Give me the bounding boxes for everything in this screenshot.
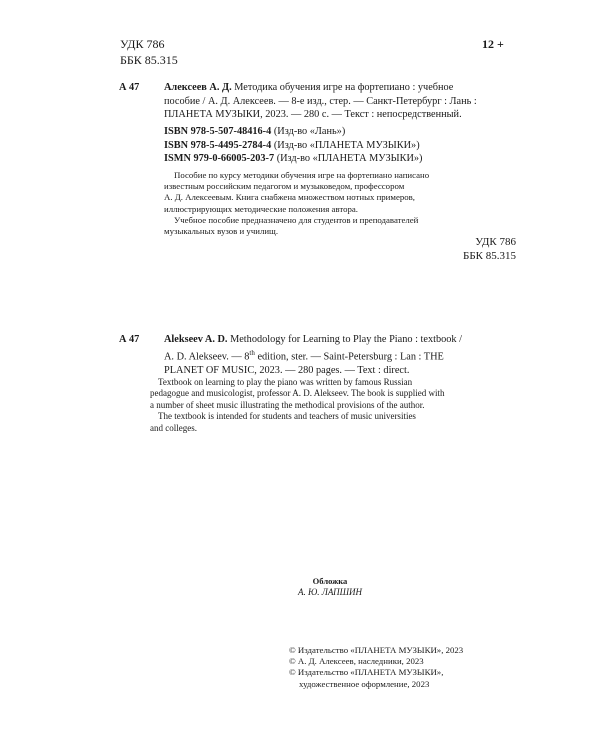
ru-title-line: Методика обучения игре на фортепиано : учебное <box>234 82 454 93</box>
en-entry-description <box>164 333 518 377</box>
ru-abstract-line: Учебное пособие предназначено для студентов и преподавателей <box>174 214 419 225</box>
isbn-publisher: (Изд-во «Лань») <box>273 126 346 137</box>
cover-artist: А. Ю. ЛАПШИН <box>297 587 363 597</box>
identifier-row <box>164 139 422 153</box>
isbn-publisher: (Изд-во «ПЛАНЕТА МУЗЫКИ») <box>273 139 420 151</box>
ismn-publisher: (Изд-во «ПЛАНЕТА МУЗЫКИ») <box>276 153 423 165</box>
identifier-row <box>164 152 422 166</box>
ru-udk: УДК 786 <box>475 236 516 248</box>
copyright-line: © Издательство «ПЛАНЕТА МУЗЫКИ», <box>289 667 444 678</box>
copyright-line: © А. Д. Алексеев, наследники, 2023 <box>289 656 424 667</box>
ru-abstract-line: А. Д. Алексеевым. Книга снабжена множеством нотных примеров, <box>164 192 416 203</box>
header-udk: УДК 786 <box>120 37 165 51</box>
copyright-line: © Издательство «ПЛАНЕТА МУЗЫКИ», 2023 <box>289 645 464 655</box>
header-bbk: ББК 85.315 <box>120 53 178 67</box>
isbn-number: ISBN 978-5-4495-2784-4 <box>164 139 272 151</box>
en-abstract-line: and colleges. <box>150 422 197 433</box>
ru-author: Алексеев А. Д. <box>164 82 232 93</box>
ru-abstract-line: Пособие по курсу методики обучения игре на фортепиано написано <box>174 170 430 180</box>
cover-label: Обложка <box>312 576 348 586</box>
ru-identifiers <box>164 125 422 166</box>
ru-abstract-line: иллюстрирующих методические положения автора. <box>164 203 358 214</box>
en-title-line: A. D. Alekseev. — 8 <box>164 351 250 363</box>
identifier-row <box>164 125 422 139</box>
ismn-number: ISMN 979-0-66005-203-7 <box>164 153 275 165</box>
ru-abstract-line: известным российским педагогом и музыковедом, профессором <box>164 181 405 192</box>
ru-entry-code: А 47 <box>119 82 140 93</box>
en-title-line: Methodology for Learning to Play the Piano : textbook / <box>230 334 463 345</box>
en-author: Alekseev A. D. <box>164 334 228 345</box>
ru-abstract-line: музыкальных вузов и училищ. <box>164 226 279 237</box>
ru-abstract <box>164 170 516 237</box>
en-title-line: edition, ster. — Saint-Petersburg : Lan : THE <box>254 351 444 363</box>
en-abstract-line: The textbook is intended for students and teachers of music universities <box>158 411 416 422</box>
copyright-line: художественное оформление, 2023 <box>299 678 430 689</box>
en-abstract-line: a number of sheet music illustrating the methodical provisions of the author. <box>150 399 425 410</box>
ru-entry-description <box>164 81 516 122</box>
en-title-line: PLANET OF MUSIC, 2023. — 280 pages. — Text : direct. <box>164 364 410 376</box>
en-edition-suffix: th <box>249 348 255 357</box>
en-entry-code: А 47 <box>119 334 140 345</box>
en-abstract-line: pedagogue and musicologist, professor A. D. Alekseev. The book is supplied with <box>150 388 445 399</box>
isbn-number: ISBN 978-5-507-48416-4 <box>164 126 272 137</box>
ru-title-line: ПЛАНЕТА МУЗЫКИ, 2023. — 280 с. — Текст : непосредственный. <box>164 109 462 121</box>
copyright-block <box>289 645 509 690</box>
en-abstract-line: Textbook on learning to play the piano was written by famous Russian <box>158 377 413 387</box>
ru-title-line: пособие / А. Д. Алексеев. — 8-е изд., стер. — Санкт-Петербург : Лань : <box>164 95 477 107</box>
age-rating: 12 + <box>482 37 504 51</box>
ru-bbk: ББК 85.315 <box>463 250 516 262</box>
en-abstract <box>150 377 518 434</box>
